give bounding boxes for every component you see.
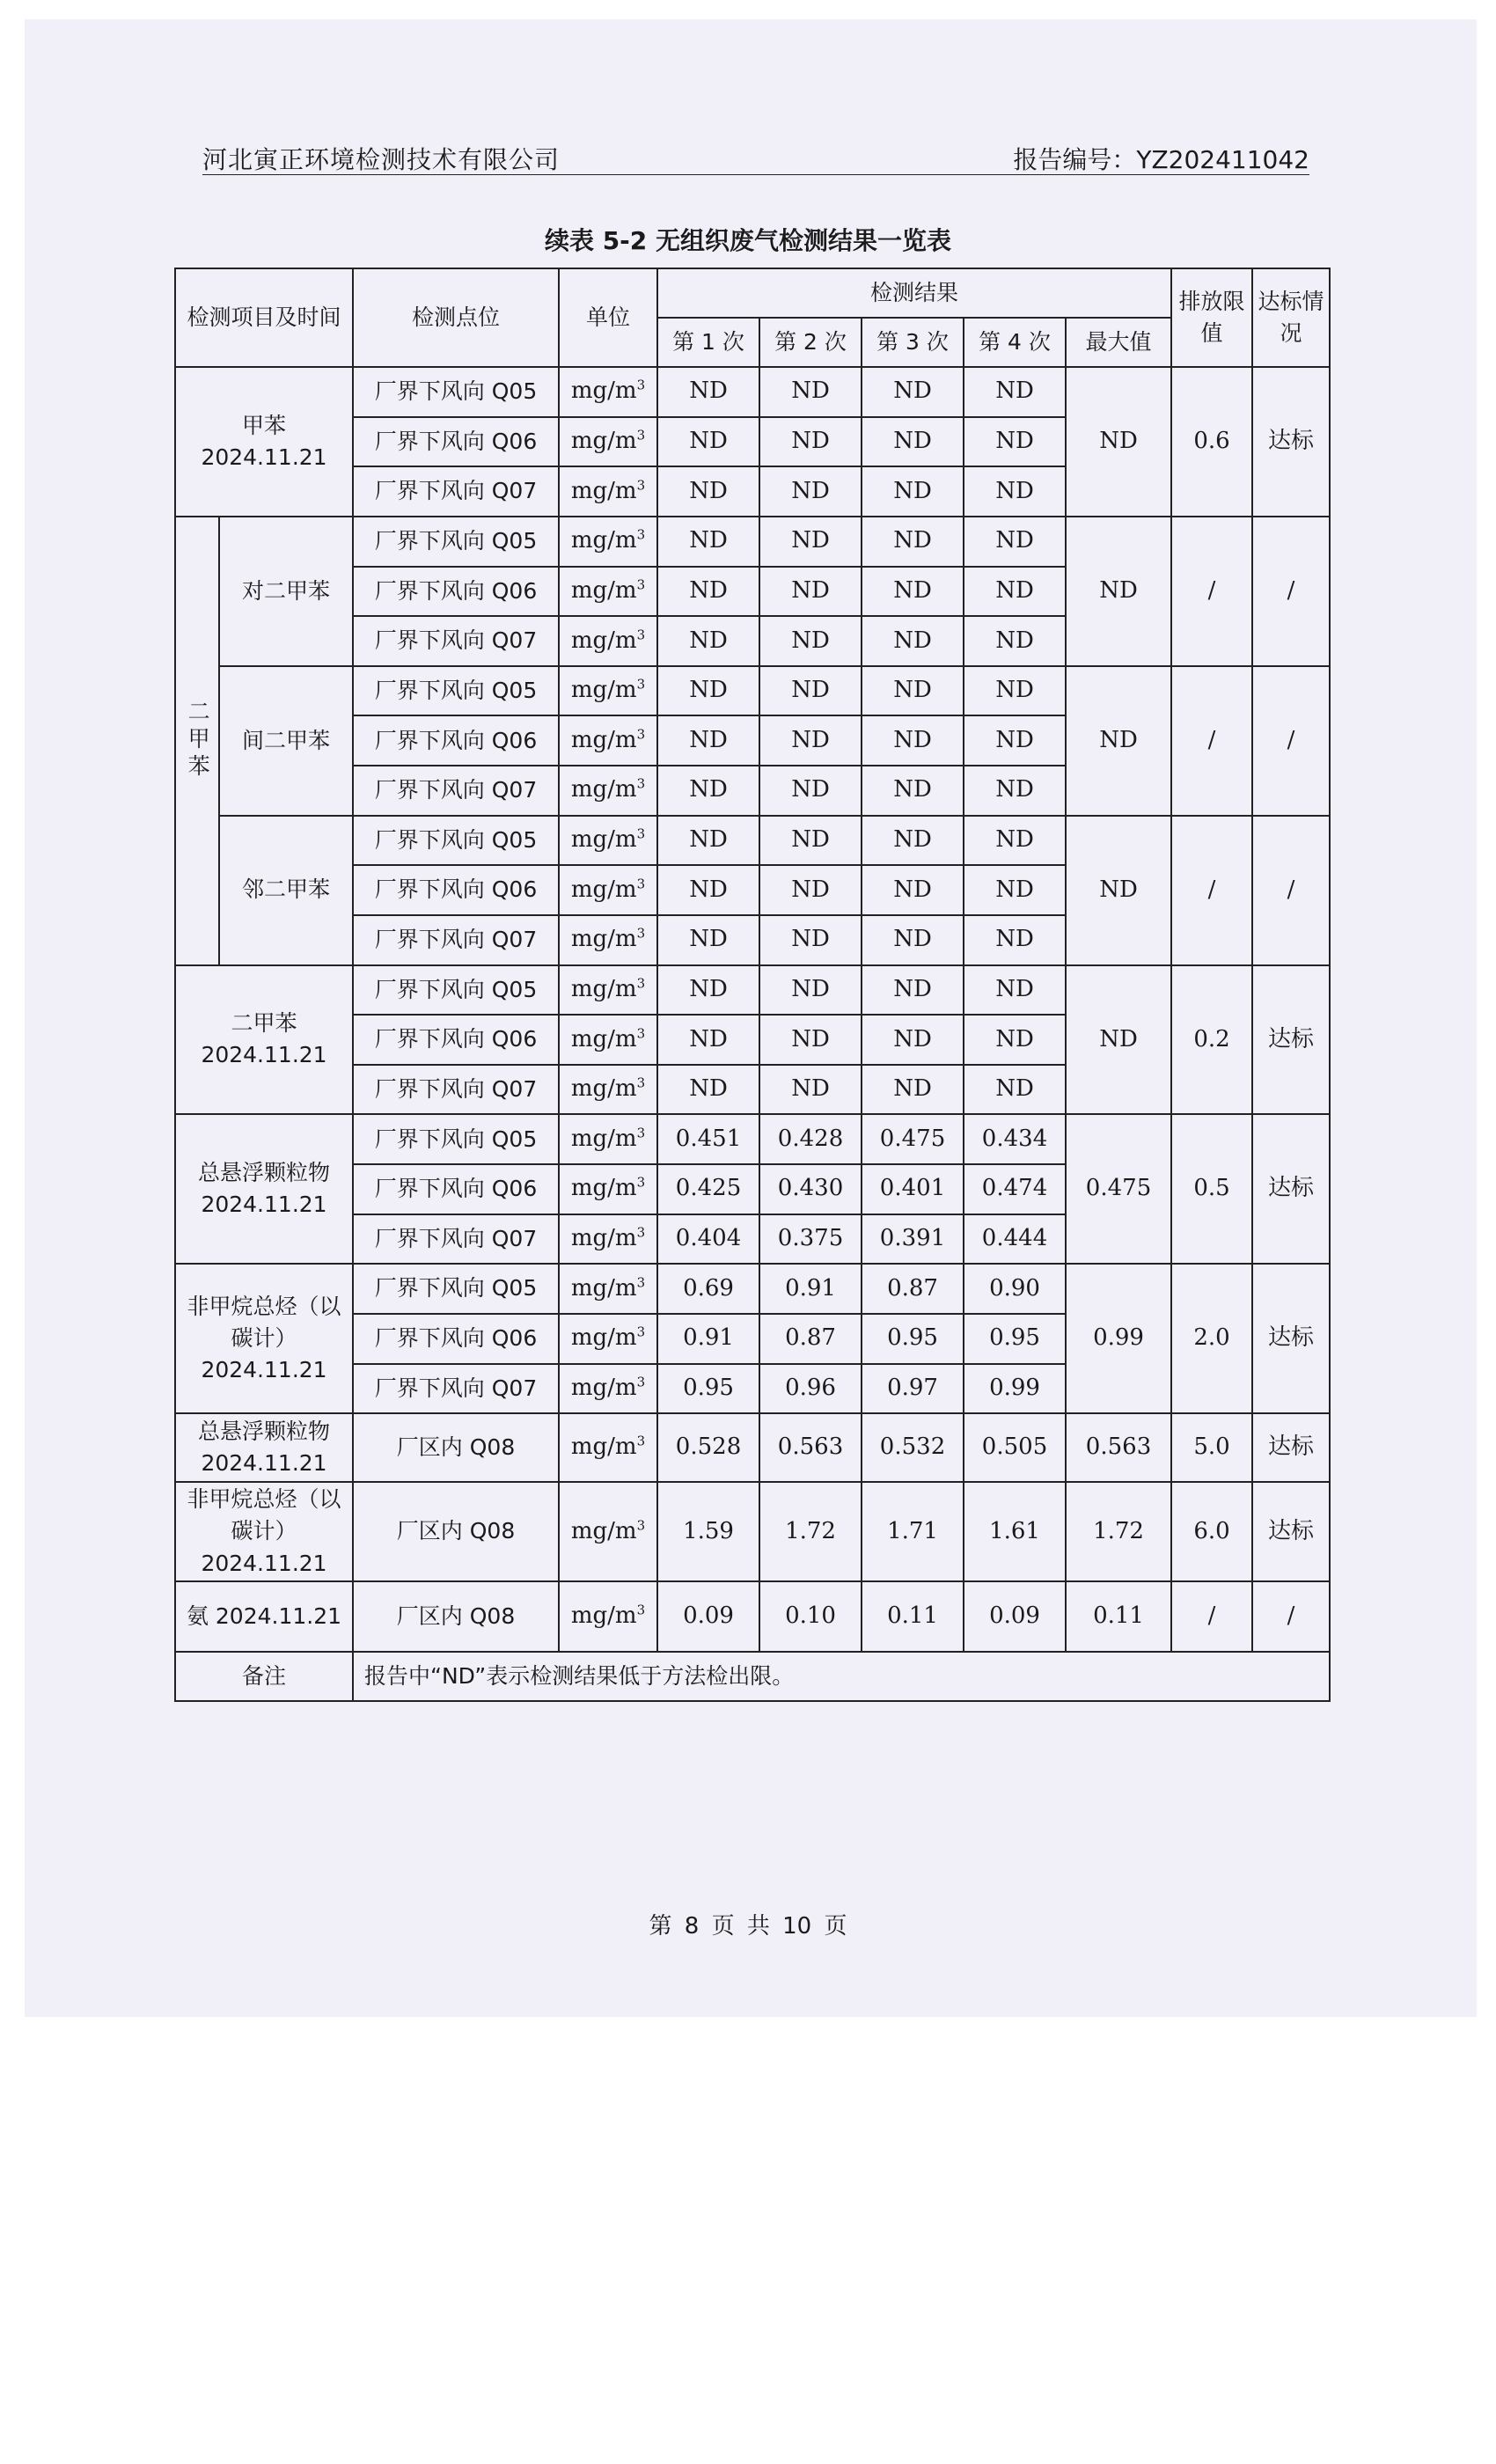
result-round-2: ND bbox=[759, 766, 862, 816]
location-cell: 厂界下风向 Q06 bbox=[353, 1314, 559, 1364]
result-round-4: ND bbox=[964, 766, 1066, 816]
unit-base: mg/m bbox=[570, 876, 637, 903]
company-name: 河北寅正环境检测技术有限公司 bbox=[202, 145, 561, 174]
limit-value: 5.0 bbox=[1171, 1413, 1252, 1482]
max-value: ND bbox=[1066, 816, 1171, 965]
unit-base: mg/m bbox=[570, 975, 637, 1002]
location-cell: 厂界下风向 Q05 bbox=[353, 517, 559, 567]
item-label: 甲苯 2024.11.21 bbox=[175, 367, 353, 517]
unit-exponent: 3 bbox=[636, 427, 646, 444]
result-round-2: 0.563 bbox=[759, 1413, 862, 1482]
result-round-1: ND bbox=[657, 466, 759, 517]
location-cell: 厂界下风向 Q06 bbox=[353, 417, 559, 467]
unit-cell bbox=[559, 865, 657, 915]
result-round-2: 0.428 bbox=[759, 1114, 862, 1164]
location-cell: 厂界下风向 Q07 bbox=[353, 1065, 559, 1115]
result-round-3: ND bbox=[862, 816, 964, 866]
unit-cell bbox=[559, 616, 657, 666]
unit-base: mg/m bbox=[570, 1274, 637, 1302]
location-cell: 厂界下风向 Q06 bbox=[353, 567, 559, 617]
unit-exponent: 3 bbox=[636, 526, 646, 543]
unit-cell bbox=[559, 1164, 657, 1214]
result-round-3: ND bbox=[862, 567, 964, 617]
result-round-4: ND bbox=[964, 715, 1066, 766]
result-round-2: ND bbox=[759, 417, 862, 467]
result-round-1: ND bbox=[657, 915, 759, 965]
result-round-2: 0.91 bbox=[759, 1264, 862, 1314]
result-round-4: ND bbox=[964, 666, 1066, 716]
result-round-3: 0.532 bbox=[862, 1413, 964, 1482]
result-round-4: 0.474 bbox=[964, 1164, 1066, 1214]
result-round-4: ND bbox=[964, 1065, 1066, 1115]
unit-base: mg/m bbox=[570, 576, 637, 604]
location-cell: 厂界下风向 Q07 bbox=[353, 1364, 559, 1414]
location-cell: 厂区内 Q08 bbox=[353, 1413, 559, 1482]
remark-text: 报告中“ND”表示检测结果低于方法检出限。 bbox=[353, 1652, 1330, 1701]
result-round-3: 0.475 bbox=[862, 1114, 964, 1164]
header-unit: 单位 bbox=[559, 268, 657, 367]
unit-base: mg/m bbox=[570, 1075, 637, 1103]
result-round-2: ND bbox=[759, 865, 862, 915]
xylene-group-label: 二甲苯 bbox=[175, 517, 219, 965]
result-round-1: 0.404 bbox=[657, 1214, 759, 1265]
unit-cell bbox=[559, 517, 657, 567]
result-round-2: 0.96 bbox=[759, 1364, 862, 1414]
unit-cell bbox=[559, 1364, 657, 1414]
status-value: 达标 bbox=[1252, 1413, 1330, 1482]
unit-base: mg/m bbox=[570, 1025, 637, 1052]
limit-value: / bbox=[1171, 666, 1252, 816]
result-round-4: ND bbox=[964, 417, 1066, 467]
result-round-1: ND bbox=[657, 1065, 759, 1115]
unit-base: mg/m bbox=[570, 1225, 637, 1252]
unit-base: mg/m bbox=[570, 1434, 637, 1461]
table-title: 续表 5-2 无组织废气检测结果一览表 bbox=[544, 226, 952, 255]
result-round-2: 0.87 bbox=[759, 1314, 862, 1364]
limit-value: 0.5 bbox=[1171, 1114, 1252, 1264]
result-round-2: ND bbox=[759, 616, 862, 666]
max-value: ND bbox=[1066, 965, 1171, 1115]
item-label: 间二甲苯 bbox=[219, 666, 353, 816]
location-cell: 厂区内 Q08 bbox=[353, 1581, 559, 1652]
result-round-4: 0.90 bbox=[964, 1264, 1066, 1314]
unit-base: mg/m bbox=[570, 1602, 637, 1629]
max-value: 0.99 bbox=[1066, 1264, 1171, 1413]
unit-base: mg/m bbox=[570, 1324, 637, 1352]
result-round-1: ND bbox=[657, 865, 759, 915]
header-round-3: 第 3 次 bbox=[862, 318, 964, 367]
unit-cell bbox=[559, 1114, 657, 1164]
result-round-2: ND bbox=[759, 715, 862, 766]
result-round-4: 0.505 bbox=[964, 1413, 1066, 1482]
status-value: 达标 bbox=[1252, 1264, 1330, 1413]
unit-cell bbox=[559, 766, 657, 816]
limit-value: 6.0 bbox=[1171, 1482, 1252, 1580]
item-label: 总悬浮颗粒物 2024.11.21 bbox=[175, 1413, 353, 1482]
result-round-2: ND bbox=[759, 915, 862, 965]
location-cell: 厂界下风向 Q05 bbox=[353, 965, 559, 1016]
result-round-1: ND bbox=[657, 816, 759, 866]
remark-label: 备注 bbox=[175, 1652, 353, 1701]
page-number: 第 8 页 共 10 页 bbox=[649, 1913, 847, 1940]
unit-exponent: 3 bbox=[636, 726, 646, 743]
item-label: 非甲烷总烃（以碳计）2024.11.21 bbox=[175, 1482, 353, 1580]
result-round-1: ND bbox=[657, 616, 759, 666]
result-round-2: ND bbox=[759, 1015, 862, 1065]
result-round-2: ND bbox=[759, 816, 862, 866]
result-round-3: ND bbox=[862, 616, 964, 666]
table-row bbox=[175, 965, 1330, 1016]
result-round-1: 0.451 bbox=[657, 1114, 759, 1164]
result-round-1: 0.425 bbox=[657, 1164, 759, 1214]
result-round-3: ND bbox=[862, 367, 964, 417]
result-round-1: ND bbox=[657, 965, 759, 1016]
unit-base: mg/m bbox=[570, 527, 637, 554]
location-cell: 厂界下风向 Q07 bbox=[353, 915, 559, 965]
result-round-3: ND bbox=[862, 766, 964, 816]
unit-cell bbox=[559, 1214, 657, 1265]
table-row bbox=[175, 1114, 1330, 1164]
result-round-4: ND bbox=[964, 816, 1066, 866]
unit-exponent: 3 bbox=[636, 1516, 646, 1533]
result-round-3: 0.11 bbox=[862, 1581, 964, 1652]
unit-exponent: 3 bbox=[636, 1174, 646, 1191]
result-round-2: 0.10 bbox=[759, 1581, 862, 1652]
report-number: 报告编号：YZ202411042 bbox=[1013, 145, 1309, 174]
unit-exponent: 3 bbox=[636, 1074, 646, 1091]
unit-cell bbox=[559, 1264, 657, 1314]
unit-exponent: 3 bbox=[636, 1274, 646, 1291]
limit-value: / bbox=[1171, 1581, 1252, 1652]
result-round-3: 0.401 bbox=[862, 1164, 964, 1214]
result-round-4: 0.444 bbox=[964, 1214, 1066, 1265]
result-round-1: ND bbox=[657, 567, 759, 617]
result-round-2: 0.430 bbox=[759, 1164, 862, 1214]
location-cell: 厂界下风向 Q06 bbox=[353, 715, 559, 766]
result-round-4: ND bbox=[964, 915, 1066, 965]
unit-base: mg/m bbox=[570, 477, 637, 504]
result-round-1: ND bbox=[657, 715, 759, 766]
item-label: 非甲烷总烃（以碳计）2024.11.21 bbox=[175, 1264, 353, 1413]
unit-cell bbox=[559, 816, 657, 866]
header-max: 最大值 bbox=[1066, 318, 1171, 367]
result-round-2: 1.72 bbox=[759, 1482, 862, 1580]
status-value: 达标 bbox=[1252, 965, 1330, 1115]
location-cell: 厂界下风向 Q07 bbox=[353, 466, 559, 517]
max-value: ND bbox=[1066, 666, 1171, 816]
table-row bbox=[175, 1581, 1330, 1652]
location-cell: 厂界下风向 Q05 bbox=[353, 666, 559, 716]
location-cell: 厂界下风向 Q06 bbox=[353, 865, 559, 915]
unit-cell bbox=[559, 666, 657, 716]
result-round-1: ND bbox=[657, 367, 759, 417]
unit-exponent: 3 bbox=[636, 975, 646, 992]
unit-base: mg/m bbox=[570, 428, 637, 455]
unit-cell bbox=[559, 466, 657, 517]
status-value: / bbox=[1252, 666, 1330, 816]
result-round-1: 0.69 bbox=[657, 1264, 759, 1314]
header-item-time: 检测项目及时间 bbox=[175, 268, 353, 367]
table-row bbox=[175, 517, 1330, 567]
unit-base: mg/m bbox=[570, 1517, 637, 1544]
unit-exponent: 3 bbox=[636, 1224, 646, 1241]
status-value: 达标 bbox=[1252, 367, 1330, 517]
unit-cell bbox=[559, 915, 657, 965]
location-cell: 厂界下风向 Q07 bbox=[353, 766, 559, 816]
result-round-2: ND bbox=[759, 367, 862, 417]
unit-base: mg/m bbox=[570, 926, 637, 953]
result-round-2: 0.375 bbox=[759, 1214, 862, 1265]
status-value: 达标 bbox=[1252, 1482, 1330, 1580]
unit-base: mg/m bbox=[570, 1374, 637, 1401]
location-cell: 厂界下风向 Q05 bbox=[353, 367, 559, 417]
max-value: 0.11 bbox=[1066, 1581, 1171, 1652]
unit-cell bbox=[559, 367, 657, 417]
limit-value: 0.2 bbox=[1171, 965, 1252, 1115]
result-round-1: ND bbox=[657, 1015, 759, 1065]
result-round-2: ND bbox=[759, 567, 862, 617]
header-location: 检测点位 bbox=[353, 268, 559, 367]
unit-base: mg/m bbox=[570, 726, 637, 753]
result-round-1: ND bbox=[657, 666, 759, 716]
limit-value: / bbox=[1171, 517, 1252, 666]
unit-base: mg/m bbox=[570, 776, 637, 803]
location-cell: 厂界下风向 Q07 bbox=[353, 616, 559, 666]
limit-value: 2.0 bbox=[1171, 1264, 1252, 1413]
result-round-4: ND bbox=[964, 965, 1066, 1016]
limit-value: / bbox=[1171, 816, 1252, 965]
unit-exponent: 3 bbox=[636, 1433, 646, 1449]
result-round-4: ND bbox=[964, 865, 1066, 915]
result-round-3: ND bbox=[862, 666, 964, 716]
result-round-3: ND bbox=[862, 715, 964, 766]
unit-exponent: 3 bbox=[636, 1024, 646, 1041]
results-table bbox=[174, 268, 1331, 1702]
result-round-2: ND bbox=[759, 466, 862, 517]
result-round-3: ND bbox=[862, 915, 964, 965]
location-cell: 厂界下风向 Q06 bbox=[353, 1164, 559, 1214]
result-round-3: 0.95 bbox=[862, 1314, 964, 1364]
result-round-1: 0.95 bbox=[657, 1364, 759, 1414]
result-round-4: ND bbox=[964, 517, 1066, 567]
unit-cell bbox=[559, 567, 657, 617]
location-cell: 厂区内 Q08 bbox=[353, 1482, 559, 1580]
unit-cell bbox=[559, 417, 657, 467]
max-value: 1.72 bbox=[1066, 1482, 1171, 1580]
unit-base: mg/m bbox=[570, 677, 637, 704]
table-row bbox=[175, 1264, 1330, 1314]
unit-exponent: 3 bbox=[636, 876, 646, 892]
header-divider bbox=[202, 174, 1309, 175]
unit-cell bbox=[559, 1015, 657, 1065]
unit-exponent: 3 bbox=[636, 1125, 646, 1141]
result-round-4: 0.95 bbox=[964, 1314, 1066, 1364]
unit-exponent: 3 bbox=[636, 925, 646, 942]
unit-exponent: 3 bbox=[636, 1324, 646, 1340]
unit-base: mg/m bbox=[570, 826, 637, 854]
unit-cell bbox=[559, 1413, 657, 1482]
result-round-3: ND bbox=[862, 865, 964, 915]
result-round-3: 0.391 bbox=[862, 1214, 964, 1265]
location-cell: 厂界下风向 Q05 bbox=[353, 816, 559, 866]
result-round-3: ND bbox=[862, 517, 964, 567]
result-round-2: ND bbox=[759, 666, 862, 716]
item-label: 邻二甲苯 bbox=[219, 816, 353, 965]
table-row bbox=[175, 816, 1330, 866]
location-cell: 厂界下风向 Q06 bbox=[353, 1015, 559, 1065]
result-round-1: 0.09 bbox=[657, 1581, 759, 1652]
unit-exponent: 3 bbox=[636, 775, 646, 792]
item-label: 氨 2024.11.21 bbox=[175, 1581, 353, 1652]
location-cell: 厂界下风向 Q05 bbox=[353, 1264, 559, 1314]
result-round-3: ND bbox=[862, 417, 964, 467]
max-value: 0.475 bbox=[1066, 1114, 1171, 1264]
result-round-4: 1.61 bbox=[964, 1482, 1066, 1580]
unit-exponent: 3 bbox=[636, 825, 646, 842]
item-label: 总悬浮颗粒物 2024.11.21 bbox=[175, 1114, 353, 1264]
location-cell: 厂界下风向 Q07 bbox=[353, 1214, 559, 1265]
item-label: 对二甲苯 bbox=[219, 517, 353, 666]
result-round-4: ND bbox=[964, 1015, 1066, 1065]
max-value: ND bbox=[1066, 367, 1171, 517]
header-results: 检测结果 bbox=[657, 268, 1171, 318]
unit-exponent: 3 bbox=[636, 1602, 646, 1618]
result-round-4: 0.09 bbox=[964, 1581, 1066, 1652]
result-round-1: ND bbox=[657, 417, 759, 467]
unit-base: mg/m bbox=[570, 378, 637, 405]
unit-cell bbox=[559, 715, 657, 766]
unit-exponent: 3 bbox=[636, 377, 646, 393]
unit-cell bbox=[559, 1314, 657, 1364]
header-limit: 排放限值 bbox=[1171, 268, 1252, 367]
unit-exponent: 3 bbox=[636, 676, 646, 693]
result-round-4: ND bbox=[964, 466, 1066, 517]
result-round-4: ND bbox=[964, 567, 1066, 617]
header-round-2: 第 2 次 bbox=[759, 318, 862, 367]
status-value: / bbox=[1252, 517, 1330, 666]
result-round-3: ND bbox=[862, 1065, 964, 1115]
remark-row bbox=[175, 1652, 1330, 1701]
unit-cell bbox=[559, 1065, 657, 1115]
result-round-4: ND bbox=[964, 616, 1066, 666]
status-value: / bbox=[1252, 1581, 1330, 1652]
header-round-4: 第 4 次 bbox=[964, 318, 1066, 367]
unit-cell bbox=[559, 1581, 657, 1652]
status-value: / bbox=[1252, 816, 1330, 965]
result-round-1: 0.528 bbox=[657, 1413, 759, 1482]
unit-cell bbox=[559, 965, 657, 1016]
status-value: 达标 bbox=[1252, 1114, 1330, 1264]
result-round-3: 1.71 bbox=[862, 1482, 964, 1580]
result-round-2: ND bbox=[759, 1065, 862, 1115]
unit-exponent: 3 bbox=[636, 477, 646, 494]
result-round-1: ND bbox=[657, 517, 759, 567]
header-round-1: 第 1 次 bbox=[657, 318, 759, 367]
table-row bbox=[175, 1413, 1330, 1482]
table-row bbox=[175, 367, 1330, 417]
result-round-1: 0.91 bbox=[657, 1314, 759, 1364]
result-round-1: ND bbox=[657, 766, 759, 816]
unit-exponent: 3 bbox=[636, 1374, 646, 1390]
header-status: 达标情况 bbox=[1252, 268, 1330, 367]
unit-cell bbox=[559, 1482, 657, 1580]
result-round-4: 0.434 bbox=[964, 1114, 1066, 1164]
result-round-3: ND bbox=[862, 965, 964, 1016]
result-round-3: ND bbox=[862, 466, 964, 517]
table-row bbox=[175, 1482, 1330, 1580]
result-round-2: ND bbox=[759, 965, 862, 1016]
unit-base: mg/m bbox=[570, 1125, 637, 1152]
unit-base: mg/m bbox=[570, 1175, 637, 1202]
max-value: 0.563 bbox=[1066, 1413, 1171, 1482]
result-round-3: 0.97 bbox=[862, 1364, 964, 1414]
limit-value: 0.6 bbox=[1171, 367, 1252, 517]
result-round-3: 0.87 bbox=[862, 1264, 964, 1314]
location-cell: 厂界下风向 Q05 bbox=[353, 1114, 559, 1164]
result-round-2: ND bbox=[759, 517, 862, 567]
unit-exponent: 3 bbox=[636, 576, 646, 593]
result-round-1: 1.59 bbox=[657, 1482, 759, 1580]
result-round-4: ND bbox=[964, 367, 1066, 417]
unit-exponent: 3 bbox=[636, 626, 646, 642]
table-row bbox=[175, 666, 1330, 716]
item-label: 二甲苯 2024.11.21 bbox=[175, 965, 353, 1115]
max-value: ND bbox=[1066, 517, 1171, 666]
unit-base: mg/m bbox=[570, 627, 637, 654]
result-round-3: ND bbox=[862, 1015, 964, 1065]
result-round-4: 0.99 bbox=[964, 1364, 1066, 1414]
